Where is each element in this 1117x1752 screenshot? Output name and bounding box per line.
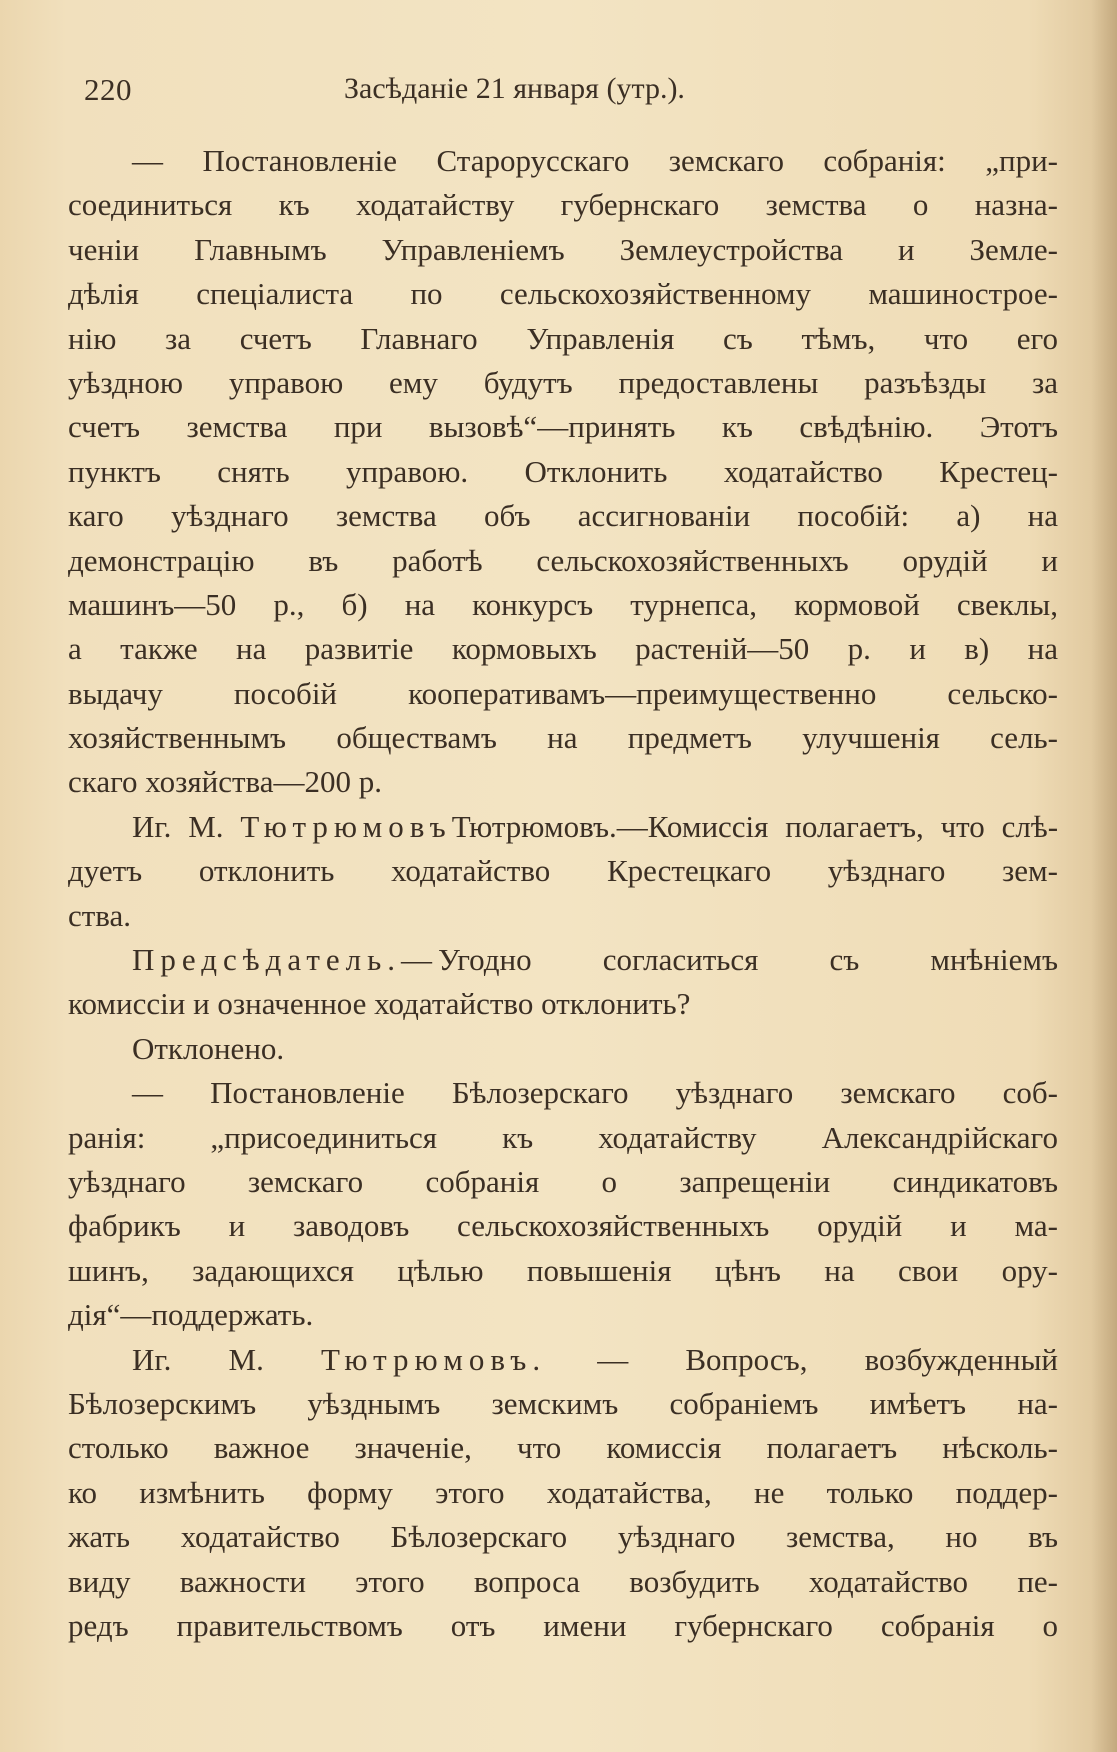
text-line: — Постановленіе Старорусскаго земскаго собранія: „при- (132, 143, 1058, 178)
speaker-name: Тютрюмовъ (320, 1341, 533, 1377)
text-line: — Вопросъ, возбужденный (597, 1341, 1059, 1377)
speaker-name: Тютрюмовъ (240, 808, 452, 844)
speaker-initials: Иг. М. (132, 808, 224, 844)
text-line: ченіи Главнымъ Управленіемъ Землеустройства и Земле- (68, 231, 1058, 267)
text-line: фабрикъ и заводовъ сельскохозяйственныхъ орудій и ма- (68, 1208, 1058, 1244)
text-line: уѣзднаго земскаго собранія о запрещеніи синдикатовъ (68, 1163, 1058, 1199)
text-line: каго уѣзднаго земства объ ассигнованіи пособій: а) на (68, 498, 1058, 534)
text-line: Бѣлозерскимъ уѣзднымъ земскимъ собраніемъ имѣетъ на- (68, 1385, 1058, 1421)
body-text (68, 139, 1058, 1648)
page-header (84, 72, 1056, 112)
text-line: уѣздною управою ему будутъ предоставлены разъѣзды за (68, 364, 1058, 400)
text-line: дія“—поддержать. (68, 1297, 314, 1333)
text-line: ко измѣнить форму этого ходатайства, не только поддер- (68, 1474, 1058, 1510)
text-line: соединиться къ ходатайству губернскаго земства о назна- (68, 187, 1058, 223)
text-line: Угодно согласиться съ мнѣніемъ (438, 942, 1058, 978)
text-line: нію за счетъ Главнаго Управленія съ тѣмъ, что его (68, 320, 1058, 356)
text-line: дуетъ отклонить ходатайство Крестецкаго уѣзднаго зем- (68, 853, 1058, 889)
text-line: выдачу пособій кооперативамъ—преимущественно сельско- (68, 675, 1058, 711)
text-line: машинъ—50 р., б) на конкурсъ турнепса, кормовой свеклы, (68, 586, 1058, 622)
speaker-line (68, 938, 1058, 982)
running-title: Засѣданіе 21 января (утр.). (344, 72, 685, 105)
text-line: Отклонено. (132, 1030, 285, 1066)
text-line: — Постановленіе Бѣлозерскаго уѣзднаго земскаго соб- (132, 1075, 1058, 1111)
text-line: а также на развитіе кормовыхъ растеній—50 р. и в) на (68, 631, 1058, 667)
text-line: Тютрюмовъ.—Комиссія полагаетъ, что слѣ- (451, 808, 1059, 844)
page-number: 220 (84, 72, 132, 107)
text-line: ранія: „присоединиться къ ходатайству Александрійскаго (68, 1119, 1058, 1155)
speaker-initials: Иг. М. (132, 1341, 264, 1377)
text-line: счетъ земства при вызовѣ“—принять къ свѣдѣнію. Этотъ (68, 409, 1058, 445)
text-line: виду важности этого вопроса возбудить ходатайство пе- (68, 1563, 1058, 1599)
text-line: ства. (68, 897, 132, 933)
text-line: шинъ, задающихся цѣлью повышенія цѣнъ на свои ору- (68, 1252, 1058, 1288)
text-line: пунктъ снять управою. Отклонить ходатайство Крестец- (68, 453, 1058, 489)
text-line: демонстрацію въ работѣ сельскохозяйственныхъ орудій и (68, 542, 1058, 578)
text-line: редъ правительствомъ отъ имени губернскаго собранія о (68, 1607, 1058, 1643)
text-line: скаго хозяйства—200 р. (68, 764, 383, 800)
speaker-line: Иг. М. Тютрюмовъ. — Вопросъ, возбужденный (132, 1341, 1059, 1377)
chairman-label: Предсѣдатель.— (132, 942, 438, 978)
text-line: дѣлія спеціалиста по сельскохозяйственному машинострое- (68, 276, 1058, 312)
speaker-line (68, 805, 1058, 849)
text-line: хозяйственнымъ обществамъ на предметъ улучшенія сель- (68, 720, 1058, 756)
text-line: столько важное значеніе, что комиссія полагаетъ нѣсколь- (68, 1430, 1058, 1466)
page-edge-shadow (1091, 0, 1117, 1752)
text-line: жать ходатайство Бѣлозерскаго уѣзднаго земства, но въ (68, 1519, 1058, 1555)
text-line: комиссіи и означенное ходатайство отклонить? (68, 986, 691, 1022)
